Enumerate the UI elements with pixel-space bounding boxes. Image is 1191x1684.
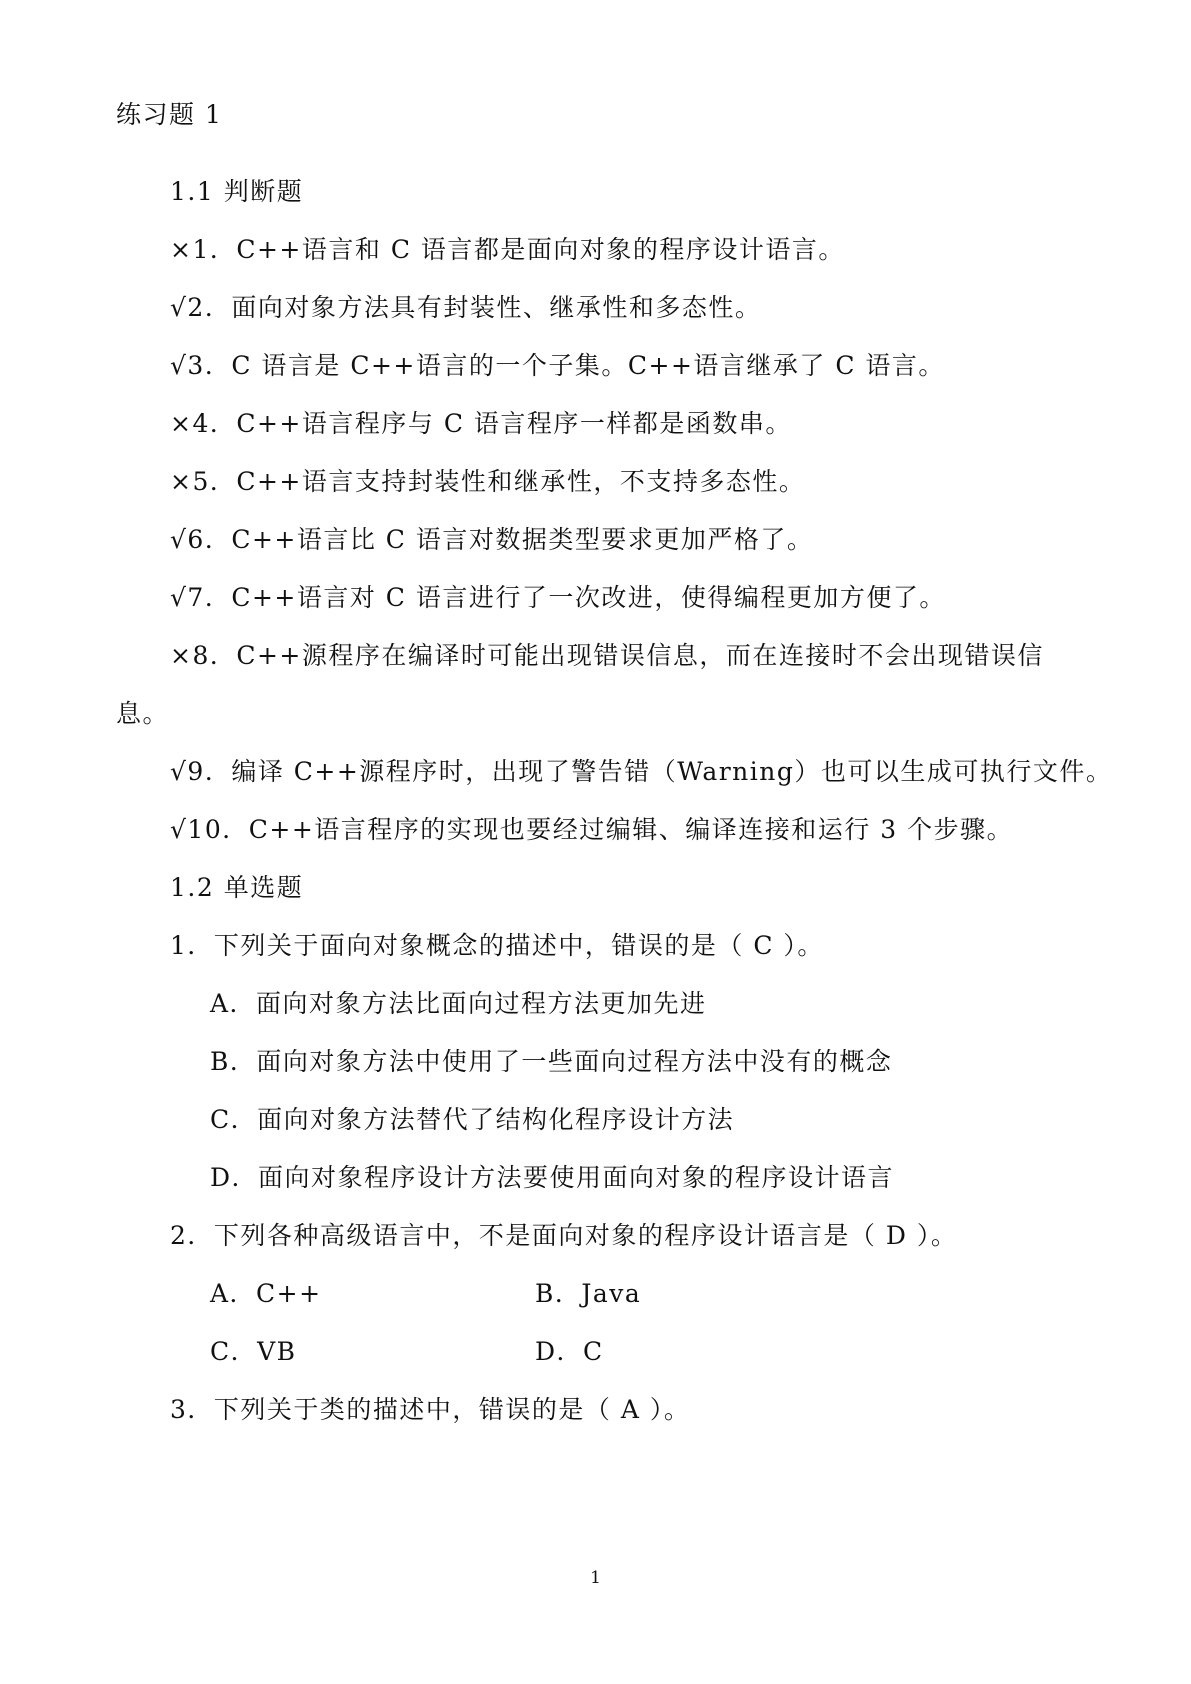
document-title: 练习题 1 [116,100,223,129]
question-2-option-b: B．Java [535,1279,642,1308]
question-1-option-b: B．面向对象方法中使用了一些面向过程方法中没有的概念 [210,1047,893,1076]
question-3-stem: 3．下列关于类的描述中，错误的是（ A ）。 [170,1395,691,1424]
section-heading-single-choice: 1.2 单选题 [170,873,304,902]
judgment-item-4: ×4．C++语言程序与 C 语言程序一样都是函数串。 [170,409,792,438]
question-1-option-c: C．面向对象方法替代了结构化程序设计方法 [210,1105,735,1134]
judgment-item-3: √3．C 语言是 C++语言的一个子集。C++语言继承了 C 语言。 [170,351,945,380]
page-number: 1 [590,1568,601,1588]
judgment-item-8: ×8．C++源程序在编译时可能出现错误信息，而在连接时不会出现错误信 [170,641,1044,670]
judgment-item-8-continuation: 息。 [116,699,170,728]
section-heading-judgment: 1.1 判断题 [170,177,304,206]
judgment-item-7: √7．C++语言对 C 语言进行了一次改进，使得编程更加方便了。 [170,583,946,612]
judgment-item-2: √2．面向对象方法具有封装性、继承性和多态性。 [170,293,762,322]
question-2-option-d: D．C [535,1337,604,1366]
question-1-option-d: D．面向对象程序设计方法要使用面向对象的程序设计语言 [210,1163,895,1192]
question-2-option-c: C．VB [210,1337,297,1366]
judgment-item-5: ×5．C++语言支持封装性和继承性，不支持多态性。 [170,467,806,496]
judgment-item-6: √6．C++语言比 C 语言对数据类型要求更加严格了。 [170,525,814,554]
judgment-item-9: √9．编译 C++源程序时，出现了警告错（Warning）也可以生成可执行文件。 [170,757,1113,786]
judgment-item-10: √10．C++语言程序的实现也要经过编辑、编译连接和运行 3 个步骤。 [170,815,1014,844]
question-2-option-a: A．C++ [210,1279,322,1308]
question-1-option-a: A．面向对象方法比面向过程方法更加先进 [210,989,707,1018]
judgment-item-1: ×1．C++语言和 C 语言都是面向对象的程序设计语言。 [170,235,845,264]
question-1-stem: 1．下列关于面向对象概念的描述中，错误的是（ C ）。 [170,931,824,960]
question-2-stem: 2．下列各种高级语言中，不是面向对象的程序设计语言是（ D ）。 [170,1221,958,1250]
